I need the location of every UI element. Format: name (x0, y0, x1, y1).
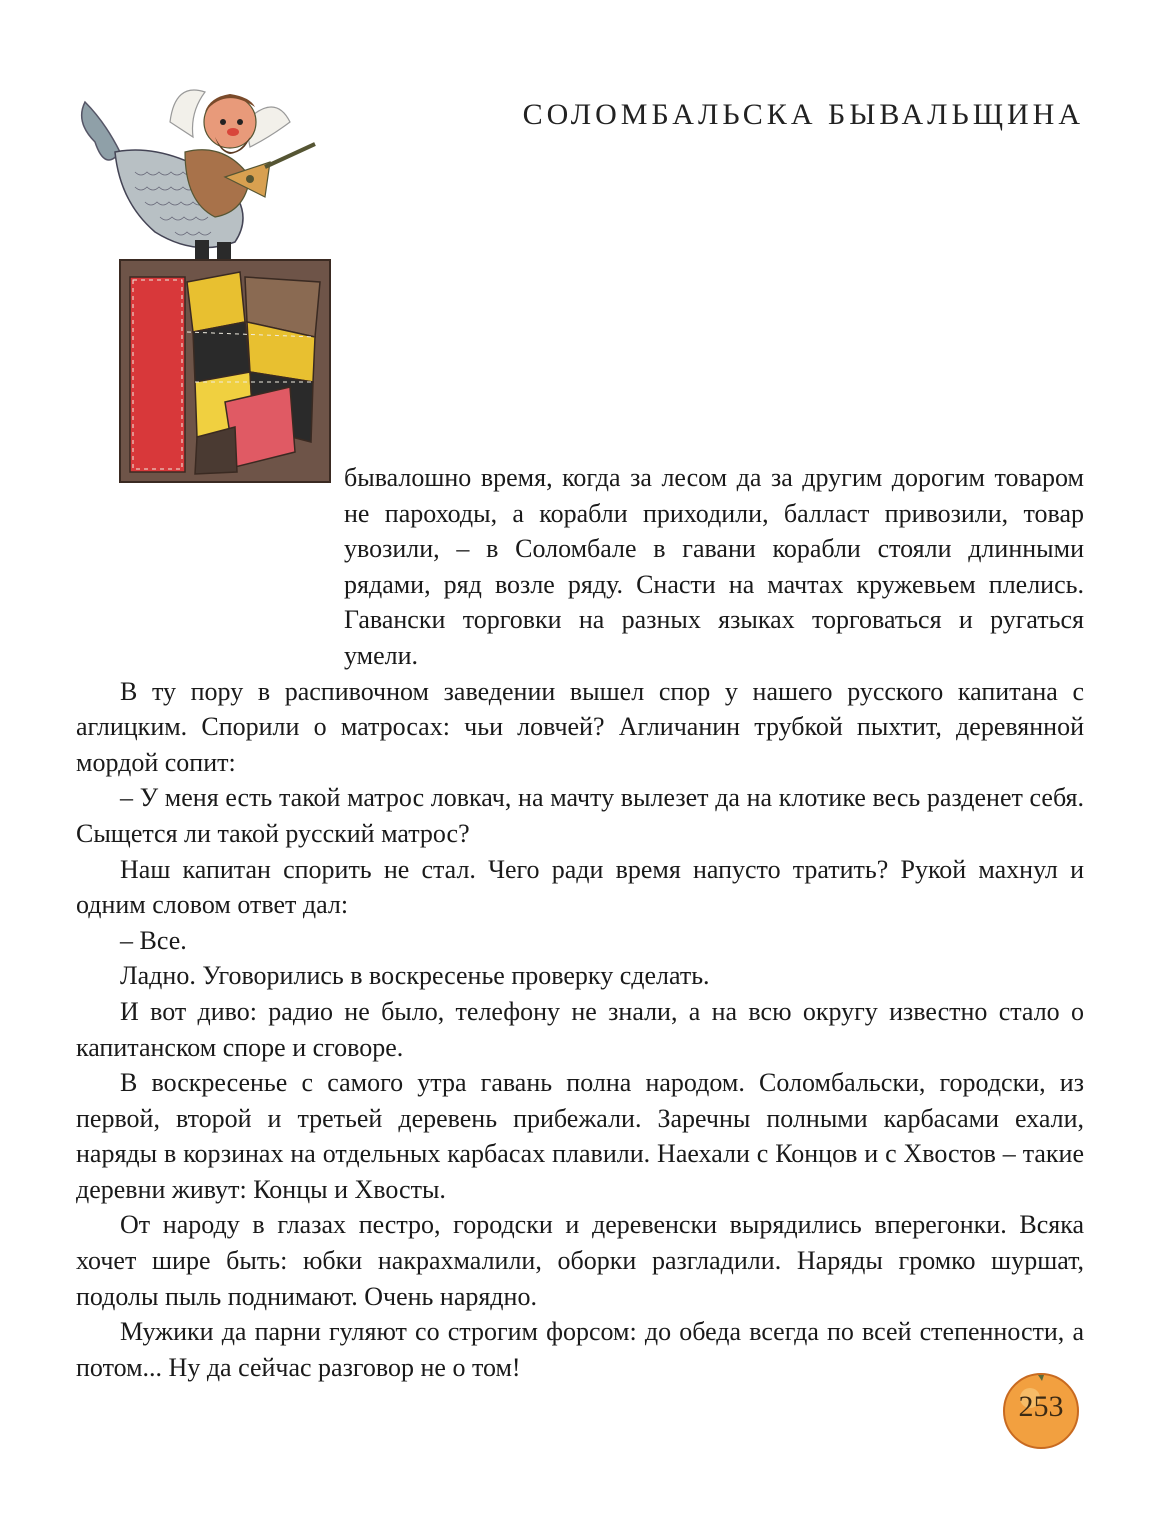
drop-cap-illustration (75, 82, 350, 492)
story-text (76, 460, 1084, 1385)
paragraph: В ту пору в распивочном заведении вышел спор у нашего русского капитана с аглицким. Спорили о матросах: чьи ловчей? Агличанин трубкой пыхтит, деревянной мордой сопит: (76, 676, 1084, 777)
page-title: СОЛОМБАЛЬСКА БЫВАЛЬЩИНА (522, 98, 1084, 131)
paragraph: Ладно. Уговорились в воскресенье проверку сделать. (120, 961, 710, 991)
paragraph: И вот диво: радио не было, телефону не знали, а на всю округу известно стало о капитанском споре и сговоре. (76, 996, 1084, 1062)
fish-tail (82, 102, 120, 160)
wing (170, 90, 205, 137)
paragraph: От народу в глазах пестро, городски и деревенски вырядились вперегонки. Всяка хочет шире быть: юбки накрахмалили, оборки разгладили. Наряды громко шуршат, подолы пыль поднимают. Очень нарядно. (76, 1210, 1084, 1311)
paragraph: В воскресенье с самого утра гавань полна народом. Соломбальски, городски, из первой, второй и третьей деревень прибежали. Заречны полными карбасами ехали, наряды в корзинах на отдельных карбасах плавили. Наехали с Концов и с Хвостов – такие деревни живут: Концы и Хвосты. (76, 1068, 1084, 1204)
patchwork-letter-v (120, 260, 330, 482)
paragraph: – Все. (120, 925, 187, 955)
paragraph: Мужики да парни гуляют со строгим форсом: до обеда всегда по всей степенности, а потом... Ну да сейчас разговор не о том! (76, 1317, 1084, 1382)
paragraph: бывалошно время, когда за лесом да за другим дорогим товаром не пароходы, а корабли приходили, балласт привозили, товар увозили, – в Соломбале в гавани корабли стояли длинными рядами, ряд возле ряду. Снасти на мачтах кружевьем плелись. Гавански торговки на разных языках торговаться и ругаться умели. (344, 463, 1084, 670)
paragraph: – У меня есть такой матрос ловкач, на мачту вылезет да на клотике весь разденет себя. Сыщется ли такой русский матрос? (76, 783, 1084, 848)
page-number: 253 (1018, 1390, 1064, 1423)
paragraph: Наш капитан спорить не стал. Чего ради время напусто тратить? Рукой махнул и одним словом ответ дал: (76, 854, 1084, 920)
page-number-badge (1000, 1368, 1082, 1450)
